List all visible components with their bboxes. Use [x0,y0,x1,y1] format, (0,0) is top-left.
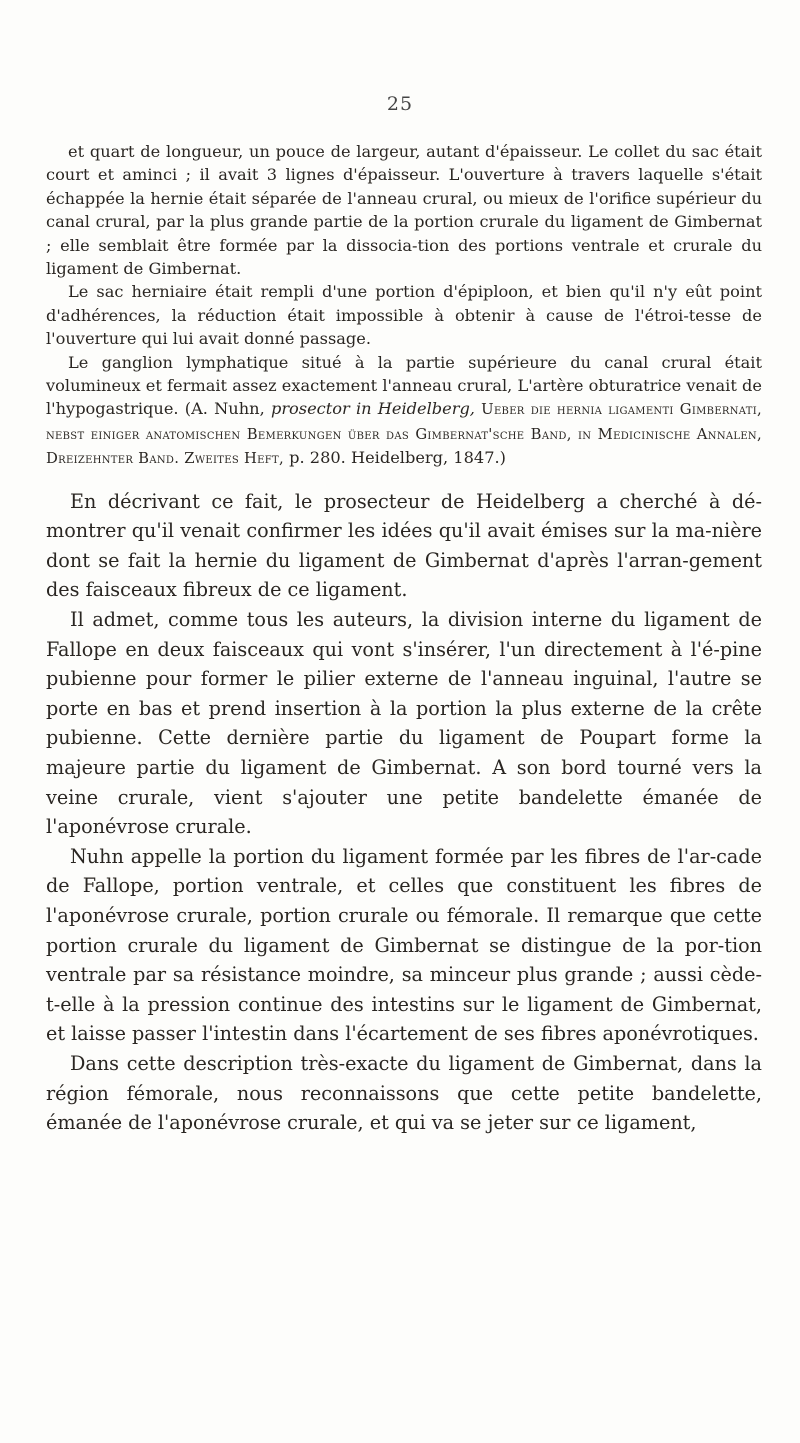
reference-work-title: Ueber die hernia ligamenti Gimbernati, nebst einiger anatomischen Bemerkungen über das Gimbernat'sche Band, in Medicinische Annalen, Dreizehnter Band. Zweites Heft, [46,401,762,468]
paragraph-lymph-ganglion [46,351,762,471]
paragraph-femoral-region: Dans cette description très-exacte du ligament de Gimbernat, dans la région fémorale, nous reconnaissons que cette petite bandelette, émanée de l'aponévrose crurale, et qui va se jeter sur ce ligament, [46,1051,762,1135]
reference-text-before: Le ganglion lymphatique situé à la partie supérieure du canal crural était volumineux et fermait assez exactement l'anneau crural, L'artère obturatrice venait de l'hypogastrique. (A. Nuhn, [46,352,762,419]
reference-author-title: prosector in Heidelberg, [270,399,475,419]
main-text-section [46,487,762,1138]
paragraph-fallope-division: Il admet, comme tous les auteurs, la division interne du ligament de Fallope en deux faisceaux qui vont s'insérer, l'un directement à l'é-pine pubienne pour former le pilier externe de l'anneau inguinal, l'autre se porte en bas et prend insertion à la portion la plus externe de la crête pubienne. Cette dernière partie du ligament de Poupart forme la majeure partie du ligament de Gimbernat. A son bord tourné vers la veine crurale, vient s'ajouter une petite bandelette émanée de l'aponévrose crurale. [46,608,762,839]
paragraph-prosector-description: En décrivant ce fait, le prosecteur de Heidelberg a cherché à dé-montrer qu'il venait confirmer les idées qu'il avait émises sur la ma-nière dont se fait la hernie du ligament de Gimbernat d'après l'arran-gement des faisceaux fibreux de ce ligament. [46,489,762,602]
reference-text-after: p. 280. Heidelberg, 1847.) [283,448,506,468]
small-print-section [46,140,762,471]
paragraph-hernia-sac: et quart de longueur, un pouce de largeur, autant d'épaisseur. Le collet du sac était court et aminci ; il avait 3 lignes d'épaisseur. L'ouverture à travers laquelle s'était échappée la hernie était séparée de l'anneau crural, ou mieux de l'orifice supérieur du canal crural, par la plus grande partie de la portion crurale du ligament de Gimbernat ; elle semblait être formée par la dissocia-tion des portions ventrale et crurale du ligament de Gimbernat. [46,142,762,279]
paragraph-nuhn-portions: Nuhn appelle la portion du ligament formée par les fibres de l'ar-cade de Fallope, portion ventrale, et celles que constituent les fibres de l'aponévrose crurale, portion crurale ou fémorale. Il remarque que cette portion crurale du ligament de Gimbernat se distingue de la por-tion ventrale par sa résistance moindre, sa minceur plus grande ; aussi cède-t-elle à la pression continue des intestins sur le ligament de Gimbernat, et laisse passer l'intestin dans l'écartement de ses fibres aponévrotiques. [46,844,762,1046]
paragraph-sac-content: Le sac herniaire était rempli d'une portion d'épiploon, et bien qu'il n'y eût point d'adhérences, la réduction était impossible à obtenir à cause de l'étroi-tesse de l'ouverture qui lui avait donné passage. [46,282,762,349]
page-body [46,140,762,1138]
page-number: 25 [386,93,414,115]
